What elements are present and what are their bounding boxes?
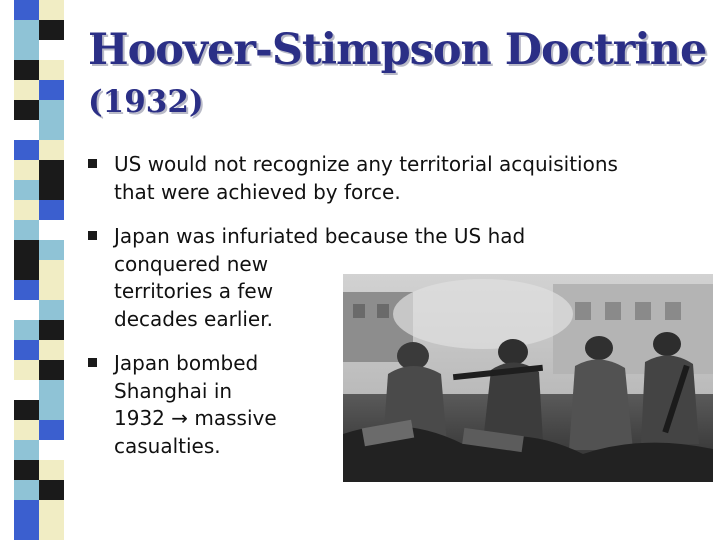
stripe-block bbox=[39, 180, 64, 200]
shanghai-battle-photo bbox=[343, 274, 713, 482]
slide-title-year: (1932) bbox=[88, 84, 204, 120]
stripe-block bbox=[14, 280, 39, 300]
stripe-block bbox=[14, 440, 39, 460]
stripe-block bbox=[14, 340, 39, 360]
stripe-block bbox=[39, 280, 64, 300]
stripe-block bbox=[14, 420, 39, 440]
stripe-block bbox=[39, 360, 64, 380]
bullet-text-3: Japan bombed Shanghai in 1932 → massive casualties. bbox=[114, 351, 277, 458]
stripe-block bbox=[39, 20, 64, 40]
stripe-block bbox=[39, 300, 64, 320]
stripe-block bbox=[39, 120, 64, 140]
stripe-block bbox=[14, 520, 39, 540]
stripe-block bbox=[14, 480, 39, 500]
stripe-block bbox=[39, 60, 64, 80]
stripe-block bbox=[14, 200, 39, 220]
stripe-block bbox=[14, 500, 39, 520]
bullet-square-icon bbox=[88, 231, 97, 240]
bullet-square-icon bbox=[88, 159, 97, 168]
stripe-block bbox=[39, 420, 64, 440]
stripe-block bbox=[14, 360, 39, 380]
stripe-block bbox=[14, 0, 39, 20]
stripe-block bbox=[39, 200, 64, 220]
stripe-block bbox=[39, 400, 64, 420]
stripe-block bbox=[39, 160, 64, 180]
stripe-block bbox=[14, 260, 39, 280]
stripe-block bbox=[14, 60, 39, 80]
stripe-block bbox=[39, 240, 64, 260]
stripe-block bbox=[14, 380, 39, 400]
stripe-block bbox=[14, 160, 39, 180]
stripe-block bbox=[39, 220, 64, 240]
stripe-block bbox=[14, 140, 39, 160]
stripe-block bbox=[39, 140, 64, 160]
stripe-block bbox=[14, 80, 39, 100]
bullet-square-icon bbox=[88, 358, 97, 367]
stripe-block bbox=[14, 180, 39, 200]
stripe-block bbox=[14, 100, 39, 120]
stripe-block bbox=[14, 400, 39, 420]
stripe-block bbox=[39, 380, 64, 400]
stripe-block bbox=[14, 220, 39, 240]
stripe-block bbox=[14, 20, 39, 40]
stripe-block bbox=[39, 520, 64, 540]
stripe-block bbox=[39, 0, 64, 20]
stripe-block bbox=[39, 40, 64, 60]
stripe-block bbox=[39, 320, 64, 340]
stripe-block bbox=[14, 300, 39, 320]
stripe-block bbox=[14, 40, 39, 60]
stripe-block bbox=[14, 120, 39, 140]
stripe-block bbox=[14, 320, 39, 340]
stripe-block bbox=[39, 440, 64, 460]
stripe-block bbox=[39, 80, 64, 100]
stripe-block bbox=[14, 240, 39, 260]
bullet-text-2: Japan was infuriated because the US had conquered new territories a few decades earlier. bbox=[114, 224, 526, 331]
stripe-block bbox=[39, 460, 64, 480]
stripe-block bbox=[39, 100, 64, 120]
slide-title: Hoover-Stimpson Doctrine bbox=[88, 25, 707, 75]
decorative-stripe bbox=[14, 0, 64, 540]
stripe-block bbox=[39, 340, 64, 360]
bullet-text-1: US would not recognize any territorial acquisitions that were achieved by force. bbox=[114, 152, 618, 204]
stripe-block bbox=[39, 260, 64, 280]
stripe-block bbox=[39, 480, 64, 500]
stripe-block bbox=[14, 460, 39, 480]
stripe-block bbox=[39, 500, 64, 520]
